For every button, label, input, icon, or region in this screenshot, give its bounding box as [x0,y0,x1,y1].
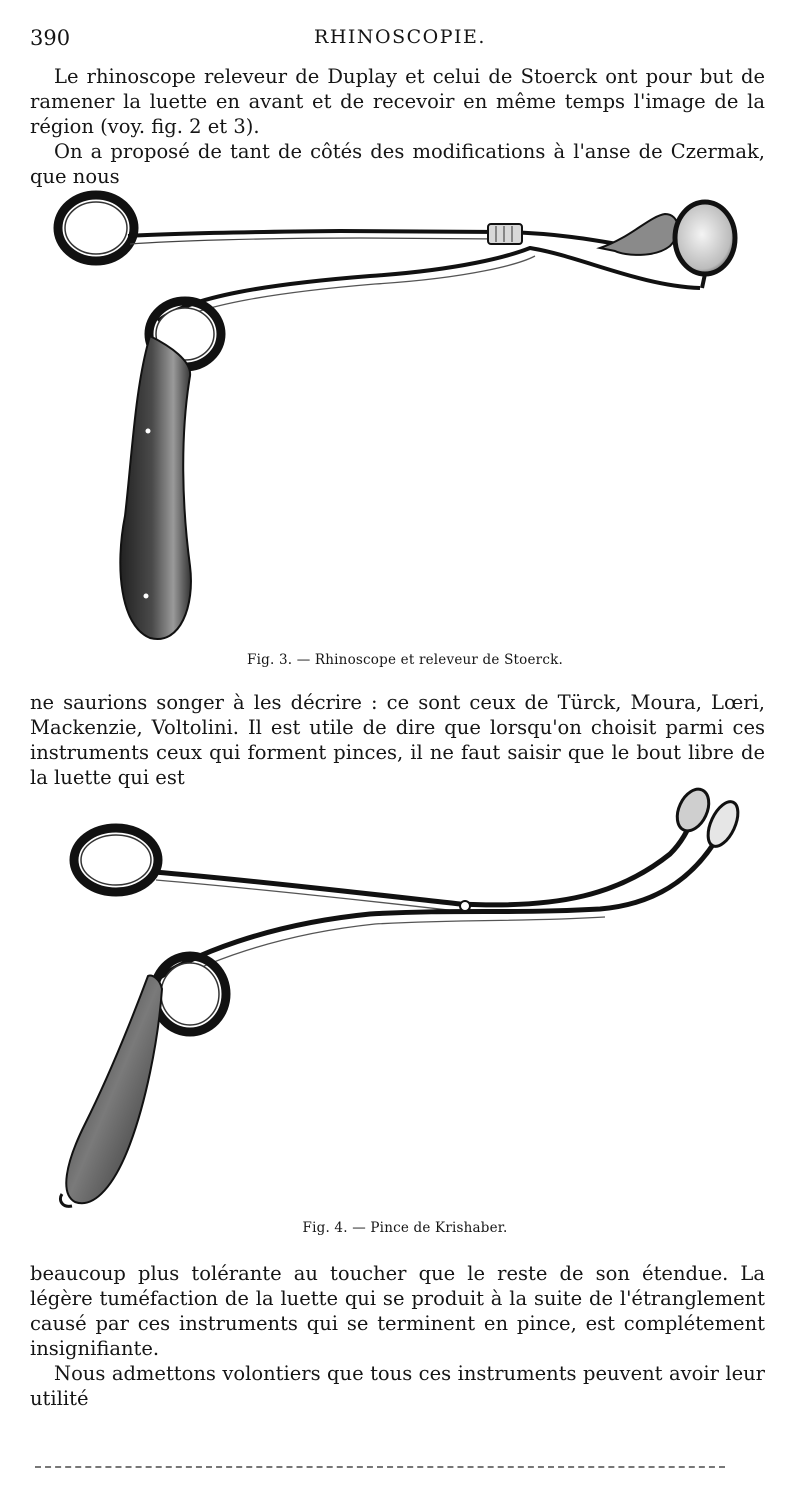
paragraph-continuation-1: ne saurions songer à les décrire : ce sont ceux de Türck, Moura, Lœri, Mackenzie, Voltolini. Il est utile de dire que lorsqu'on choisit parmi ces instruments ceux qui forment pinces, il ne faut saisir que le bout libre de la luette qui est [30,691,765,789]
krishaber-forceps-illustration [40,784,770,1214]
closing-text [30,1261,765,1411]
footer-rule [35,1466,725,1468]
middle-text [30,690,765,790]
paragraph-duplay-stoerck: Le rhinoscope releveur de Duplay et celui de Stoerck ont pour but de ramener la luette en avant et de recevoir en même temps l'image de la région (voy. fig. 2 et 3). [30,65,765,138]
figure-4-caption: Fig. 4. — Pince de Krishaber. [302,1220,508,1236]
stoerck-rhinoscope-illustration [40,186,770,646]
figure-3-caption: Fig. 3. — Rhinoscope et releveur de Stoerck. [247,652,563,668]
page-number: 390 [30,26,71,50]
paragraph-continuation-2: beaucoup plus tolérante au toucher que le reste de son étendue. La légère tuméfaction de la luette qui se produit à la suite de l'étranglement causé par ces instruments qui se terminent en pince, est complétement insignifiante. [30,1262,765,1360]
running-title: RHINOSCOPIE. [314,26,486,48]
figure-4 [40,784,770,1244]
paragraph-continuation-3: Nous admettons volontiers que tous ces instruments peuvent avoir leur utilité [30,1362,765,1410]
opening-text [30,64,765,189]
running-head [30,26,770,56]
paragraph-czermak: On a proposé de tant de côtés des modifications à l'anse de Czermak, que nous [30,140,765,188]
figure-3 [40,186,770,676]
